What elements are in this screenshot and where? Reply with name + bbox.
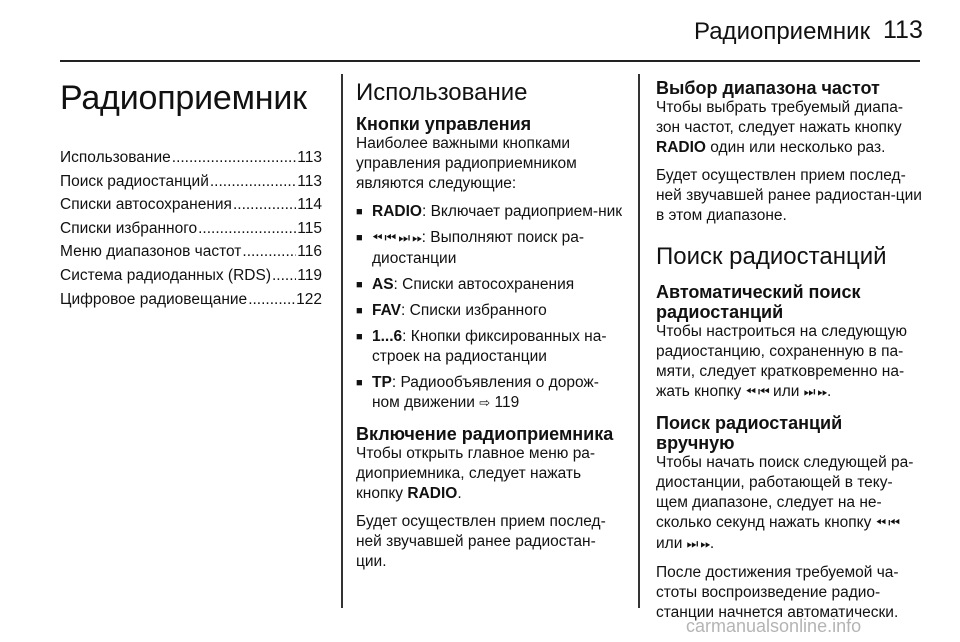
key-label: FAV	[372, 302, 401, 319]
toc-entry-label: Система радиоданных (RDS)	[60, 266, 271, 284]
toc-entry-label: Поиск радиостанций	[60, 172, 209, 190]
toc-entry-page: 113	[297, 172, 322, 190]
controls-intro: Наиболее важными кнопками управления радиоприемником являются следующие:	[356, 135, 577, 192]
paragraph	[656, 453, 924, 555]
key-label: RADIO	[372, 203, 422, 220]
text: .	[826, 383, 832, 400]
paragraph: Будет осуществлен прием послед-ней звучавшей ранее радиостан-ции в этом диапазоне.	[656, 167, 922, 224]
toc-entry-page: 115	[297, 219, 322, 237]
key-label: 1...6	[372, 328, 403, 345]
page-number: 113	[883, 16, 923, 44]
seek-back-icon: ⏪︎ ⏮︎	[875, 516, 899, 531]
watermark: carmanualsonline.info	[686, 616, 862, 636]
list-item	[356, 373, 624, 414]
toc-entry-label: Списки автосохранения	[60, 196, 232, 214]
item-text: Выполняют поиск ра-диостанции	[372, 229, 584, 267]
key-label: RADIO	[656, 139, 706, 156]
item-text: Списки избранного	[409, 302, 547, 319]
toc-entry[interactable]	[60, 170, 322, 194]
separator: :	[402, 328, 411, 345]
toc-entry[interactable]	[60, 288, 322, 312]
seek-back-icon: ⏪︎ ⏮︎	[745, 385, 769, 400]
toc-dot-leader	[242, 240, 296, 264]
toc-entry-label: Использование	[60, 149, 171, 166]
toc-entry[interactable]	[60, 264, 322, 288]
text: .	[457, 485, 462, 502]
separator: :	[393, 276, 403, 293]
item-text: Включает радиоприем-ник	[430, 203, 623, 220]
separator: :	[401, 302, 410, 319]
item-text: Радиообъявления о дорож-ном движении	[372, 374, 599, 411]
item-text: Списки автосохранения	[402, 276, 575, 293]
header-divider	[60, 60, 920, 62]
item-text: Кнопки фиксированных на-строек на радиостанции	[372, 328, 607, 365]
subheading-controls: Кнопки управления	[356, 114, 532, 134]
page-reference[interactable]: 119	[494, 394, 520, 411]
paragraph: Будет осуществлен прием послед-ней звучавшей ранее радиостан-ции.	[356, 513, 606, 570]
section-heading-usage: Использование	[356, 79, 528, 106]
toc-column	[60, 78, 322, 311]
text: или	[768, 383, 804, 400]
text: Чтобы открыть главное меню ра-диоприемника, следует нажать кнопку	[356, 445, 596, 502]
paragraph	[656, 98, 924, 158]
toc-entry-page: 114	[297, 196, 322, 214]
toc-dot-leader	[172, 146, 297, 170]
text: один или несколько раз.	[705, 139, 886, 156]
running-header-title: Радиоприемник	[694, 18, 871, 45]
toc-dot-leader	[272, 264, 296, 288]
toc-entry[interactable]	[60, 146, 322, 170]
table-of-contents	[60, 146, 322, 311]
text: Чтобы выбрать требуемый диапа-зон частот, следует нажать кнопку	[656, 99, 903, 136]
toc-entry-page: 113	[297, 149, 322, 166]
subheading-auto-search: Автоматический поиск радиостанций	[656, 282, 861, 322]
paragraph: После достижения требуемой ча-стоты воспроизведение радио-станции начнется автоматически.	[656, 564, 899, 621]
paragraph	[656, 322, 924, 403]
key-label: AS	[372, 276, 394, 293]
page-reference-arrow-icon: ⇨	[479, 396, 491, 411]
subheading-band: Выбор диапазона частот	[656, 78, 880, 98]
text: Чтобы настроиться на следующую радиостанцию, сохраненную в па-мяти, следует кратковременно на-жать кнопку	[656, 323, 908, 400]
column-divider	[341, 74, 343, 608]
subheading-power-on: Включение радиоприемника	[356, 424, 614, 444]
list-item	[356, 275, 624, 295]
toc-entry-page: 122	[296, 290, 322, 308]
toc-entry[interactable]	[60, 193, 322, 217]
list-item	[356, 228, 624, 269]
controls-list	[356, 202, 624, 414]
separator: :	[421, 203, 431, 220]
toc-entry[interactable]	[60, 217, 322, 241]
separator: :	[391, 374, 401, 391]
separator: :	[421, 229, 431, 246]
toc-entry-page: 116	[297, 243, 322, 261]
toc-dot-leader	[210, 170, 296, 194]
key-label: RADIO	[407, 485, 458, 502]
section-heading-station-search: Поиск радиостанций	[656, 243, 887, 270]
text: Чтобы начать поиск следующей ра-диостанции, работающей в теку-щем диапазоне, следует на не-сколько секунд нажать кнопку	[656, 454, 914, 531]
subheading-manual-search: Поиск радиостанций вручную	[656, 413, 843, 453]
toc-entry-label: Цифровое радиовещание	[60, 290, 248, 308]
column-divider	[638, 74, 640, 608]
toc-dot-leader	[198, 217, 296, 241]
seek-forward-icon: ⏭︎ ⏩︎	[686, 537, 710, 552]
seek-buttons-icon: ⏪︎ ⏮︎ ⏭︎ ⏩︎	[372, 231, 422, 246]
toc-entry[interactable]	[60, 240, 322, 264]
usage-column	[356, 78, 624, 580]
toc-entry-page: 119	[297, 266, 322, 284]
chapter-title: Радиоприемник	[60, 79, 307, 117]
list-item	[356, 327, 624, 367]
band-and-search-column	[656, 78, 924, 631]
toc-dot-leader	[233, 193, 296, 217]
seek-forward-icon: ⏭︎ ⏩︎	[803, 385, 827, 400]
toc-entry-label: Списки избранного	[60, 219, 198, 237]
toc-entry-label: Меню диапазонов частот	[60, 243, 242, 261]
list-item	[356, 301, 624, 321]
text: или	[656, 535, 687, 552]
text: .	[709, 535, 715, 552]
toc-dot-leader	[248, 288, 295, 312]
paragraph	[356, 444, 624, 504]
key-label: TP	[372, 374, 392, 391]
list-item	[356, 202, 624, 222]
